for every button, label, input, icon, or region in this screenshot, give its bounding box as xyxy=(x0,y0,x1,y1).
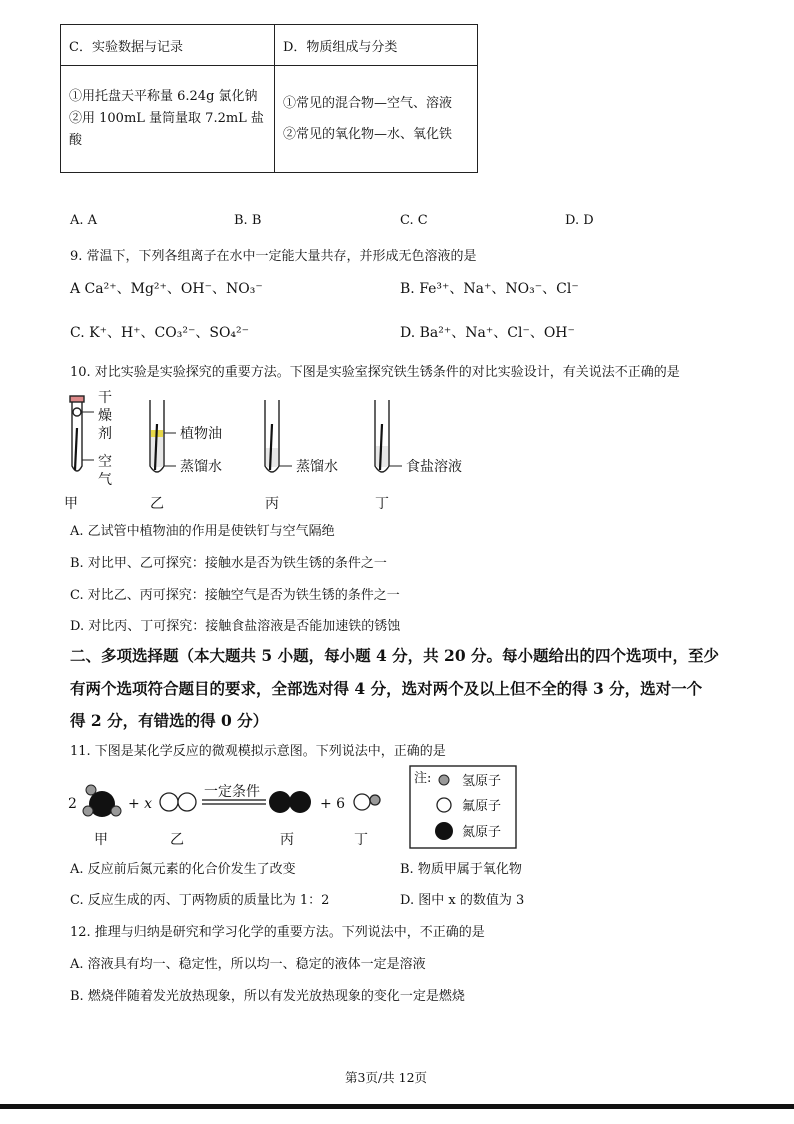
stopper xyxy=(70,396,84,402)
hydrogen-atom-icon xyxy=(439,775,449,785)
condition-label: 一定条件 xyxy=(204,784,260,800)
desiccant-bag xyxy=(73,408,81,416)
atom-legend xyxy=(410,766,516,848)
label-qi: 气 xyxy=(98,472,112,488)
molecule-yi xyxy=(160,793,196,811)
label-ding-11: 丁 xyxy=(354,832,368,848)
q9-stem: 9. 常温下，下列各组离子在水中一定能大量共存，并形成无色溶液的是 xyxy=(70,249,477,264)
q8-option-a: A. A xyxy=(70,213,98,228)
q12-stem: 12. 推理与归纳是研究和学习化学的重要方法。下列说法中，不正确的是 xyxy=(70,925,485,940)
q11-stem: 11. 下图是某化学反应的微观模拟示意图。下列说法中，正确的是 xyxy=(70,744,446,759)
label-ji: 剂 xyxy=(98,426,112,442)
q9-option-a: A Ca²⁺、Mg²⁺、OH⁻、NO₃⁻ xyxy=(70,281,263,297)
water-bing xyxy=(266,448,278,467)
label-water-2: 蒸馏水 xyxy=(296,459,338,475)
label-jia: 甲 xyxy=(64,496,78,512)
page-footer: 第3页/共 12页 xyxy=(345,1070,428,1085)
q9-option-c: C. K⁺、H⁺、CO₃²⁻、SO₄²⁻ xyxy=(70,325,250,341)
q12-option-b: B. 燃烧伴随着发光放热现象，所以有发光放热现象的变化一定是燃烧 xyxy=(70,989,465,1004)
molecule-bing xyxy=(269,791,311,813)
q10-stem: 10. 对比实验是实验探究的重要方法。下图是实验室探究铁生锈条件的对比实验设计，有关说法不正确的是 xyxy=(70,365,680,380)
label-kong: 空 xyxy=(98,454,112,470)
section-2-line-3: 得 2 分，有错选的得 0 分） xyxy=(70,711,269,730)
rusting-experiment-diagram xyxy=(60,388,480,516)
plus-6: + 6 xyxy=(320,796,346,812)
label-jia-11: 甲 xyxy=(94,832,108,848)
section-2-line-1: 二、多项选择题（本大题共 5 小题，每小题 4 分，共 20 分。每小题给出的四个选项中，至少 xyxy=(70,646,720,665)
legend-title: 注: xyxy=(414,771,432,786)
label-yi-11: 乙 xyxy=(170,832,184,848)
molecule-ding xyxy=(354,794,380,810)
table-header-d: D．物质组成与分类 xyxy=(275,25,478,66)
section-2-line-2: 有两个选项符合题目的要求，全部选对得 4 分，选对两个及以上但不全的得 3 分，选对一个 xyxy=(70,679,703,698)
coef-2: 2 xyxy=(68,796,77,812)
label-bing-11: 丙 xyxy=(280,832,294,848)
label-zao: 燥 xyxy=(98,408,112,424)
table-header-c: C．实验数据与记录 xyxy=(61,25,275,66)
table-c-line-2: ②用 100mL 量筒量取 7.2mL 盐 xyxy=(69,111,264,126)
fluorine-atom-icon xyxy=(437,798,451,812)
q8-option-b: B. B xyxy=(234,213,262,228)
label-bing: 丙 xyxy=(265,496,279,512)
plus-x: + x xyxy=(128,796,153,812)
table-cell-d xyxy=(275,66,478,173)
table-d-line-1: ①常见的混合物—空气、溶液 xyxy=(283,96,453,111)
q11-option-d: D. 图中 x 的数值为 3 xyxy=(400,893,525,908)
q9-option-b: B. Fe³⁺、Na⁺、NO₃⁻、Cl⁻ xyxy=(400,281,579,297)
reaction-diagram xyxy=(62,764,532,854)
options-table xyxy=(60,24,478,173)
table-cell-c xyxy=(61,66,275,173)
label-yi: 乙 xyxy=(150,496,164,512)
table-d-line-2: ②常见的氧化物—水、氧化铁 xyxy=(283,127,453,142)
label-ding: 丁 xyxy=(375,496,389,512)
nitrogen-atom-icon xyxy=(435,822,453,840)
legend-nitrogen: 氮原子 xyxy=(462,825,502,840)
bottom-rule xyxy=(0,1104,794,1109)
q10-option-d: D. 对比丙、丁可探究：接触食盐溶液是否能加速铁的锈蚀 xyxy=(70,619,401,634)
molecule-jia xyxy=(83,785,121,817)
table-c-line-1: ①用托盘天平称量 6.24g 氯化钠 xyxy=(69,89,258,104)
reaction-arrow xyxy=(202,800,266,804)
q8-option-d: D. D xyxy=(565,213,594,228)
q8-option-c: C. C xyxy=(400,213,428,228)
label-gan: 干 xyxy=(98,390,112,406)
q10-option-c: C. 对比乙、丙可探究：接触空气是否为铁生锈的条件之一 xyxy=(70,588,400,603)
label-water-1: 蒸馏水 xyxy=(180,459,222,475)
table-c-line-3: 酸 xyxy=(69,133,83,148)
q9-option-d: D. Ba²⁺、Na⁺、Cl⁻、OH⁻ xyxy=(400,325,575,341)
legend-fluorine: 氟原子 xyxy=(462,799,502,814)
q12-option-a: A. 溶液具有均一、稳定性，所以均一、稳定的液体一定是溶液 xyxy=(70,957,426,972)
legend-hydrogen: 氢原子 xyxy=(462,774,502,789)
q11-option-a: A. 反应前后氮元素的化合价发生了改变 xyxy=(70,862,296,877)
q11-option-b: B. 物质甲属于氧化物 xyxy=(400,862,522,877)
label-salt: 食盐溶液 xyxy=(406,459,462,475)
q10-option-b: B. 对比甲、乙可探究：接触水是否为铁生锈的条件之一 xyxy=(70,556,387,571)
q11-option-c: C. 反应生成的丙、丁两物质的质量比为 1：2 xyxy=(70,893,330,908)
q10-option-a: A. 乙试管中植物油的作用是使铁钉与空气隔绝 xyxy=(70,524,335,539)
label-oil: 植物油 xyxy=(180,426,222,442)
